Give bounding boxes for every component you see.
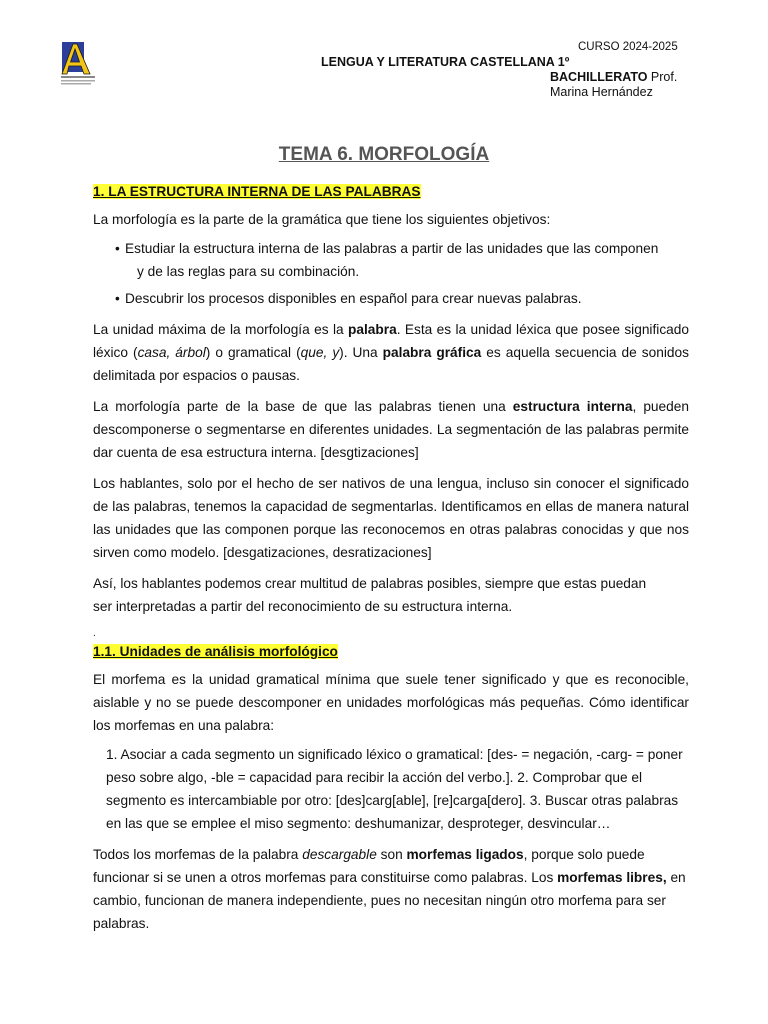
numbered-steps: 1. Asociar a cada segmento un significado léxico o gramatical: [des- = negación, -carg- = poner peso sobre algo, -ble = capacidad para recibir la acción del verbo.]. 2. Comprobar que el segmento es intercambiable por otro: [des]carg[able], [re]carga[dero]. 3. Buscar otras palabras en las que se emplee el miso segmento: deshumanizar, desproteger, desvincular… (106, 747, 683, 831)
document-body (93, 184, 689, 935)
paragraph-asi: Así, los hablantes podemos crear multitud de palabras posibles, siempre que estas puedan ser interpretadas a partir del reconocimiento de su estructura interna. (93, 576, 647, 614)
teacher-name: Marina Hernández (550, 85, 653, 99)
page-title: TEMA 6. MORFOLOGÍA (278, 144, 490, 165)
list-item: • Descubrir los procesos disponibles en español para crear nuevas palabras. (115, 287, 689, 310)
level-label: BACHILLERATO (550, 70, 648, 84)
subject-title: LENGUA Y LITERATURA CASTELLANA 1º (321, 55, 570, 69)
school-logo (58, 40, 98, 88)
course-year: CURSO 2024-2025 (578, 41, 678, 53)
paragraph-estructura: La morfología parte de la base de que las palabras tienen una estructura interna, pueden descomponerse o segmentarse en diferentes unidades. La segmentación de las palabras permite dar cuenta de esa estructura interna. [desgtizaciones] (93, 399, 689, 460)
bullet-icon: • (115, 241, 120, 256)
level-teacher (550, 70, 710, 100)
paragraph-palabra: La unidad máxima de la morfología es la palabra. Esta es la unidad léxica que posee significado léxico (casa, árbol) o gramatical (que, y). Una palabra gráfica es aquella secuencia de sonidos delimitada por espacios o pausas. (93, 322, 689, 383)
subsection-heading: 1.1. Unidades de análisis morfológico (93, 644, 338, 659)
list-item: • Estudiar la estructura interna de las palabras a partir de las unidades que las componen y de las reglas para su combinación. (115, 237, 689, 283)
section-heading: 1. LA ESTRUCTURA INTERNA DE LAS PALABRAS (93, 184, 421, 199)
prof-label: Prof. (647, 70, 678, 84)
objectives-list (93, 237, 689, 310)
stray-dot: . (93, 628, 96, 639)
paragraph-ligados: Todos los morfemas de la palabra descargable son morfemas ligados, porque solo puede funcionar si se unen a otros morfemas para constituirse como palabras. Los morfemas libres, en cambio, funcionan de manera independiente, pues no necesitan ningún otro morfema para ser palabras. (93, 847, 686, 931)
bullet-icon: • (115, 291, 120, 306)
paragraph-morfema: El morfema es la unidad gramatical mínima que suele tener significado y que es reconocible, aislable y no se puede descomponer en unidades morfológicas más pequeñas. Cómo identificar los morfemas en una palabra: (93, 672, 689, 733)
intro-paragraph: La morfología es la parte de la gramática que tiene los siguientes objetivos: (93, 212, 551, 227)
paragraph-hablantes: Los hablantes, solo por el hecho de ser nativos de una lengua, incluso sin conocer el significado de las palabras, tenemos la capacidad de segmentarlas. Identificamos en ellas de manera natural las unidades que las componen porque las reconocemos en otras palabras conocidas y que nos sirven como modelo. [desgatizaciones, desratizaciones] (93, 476, 689, 560)
